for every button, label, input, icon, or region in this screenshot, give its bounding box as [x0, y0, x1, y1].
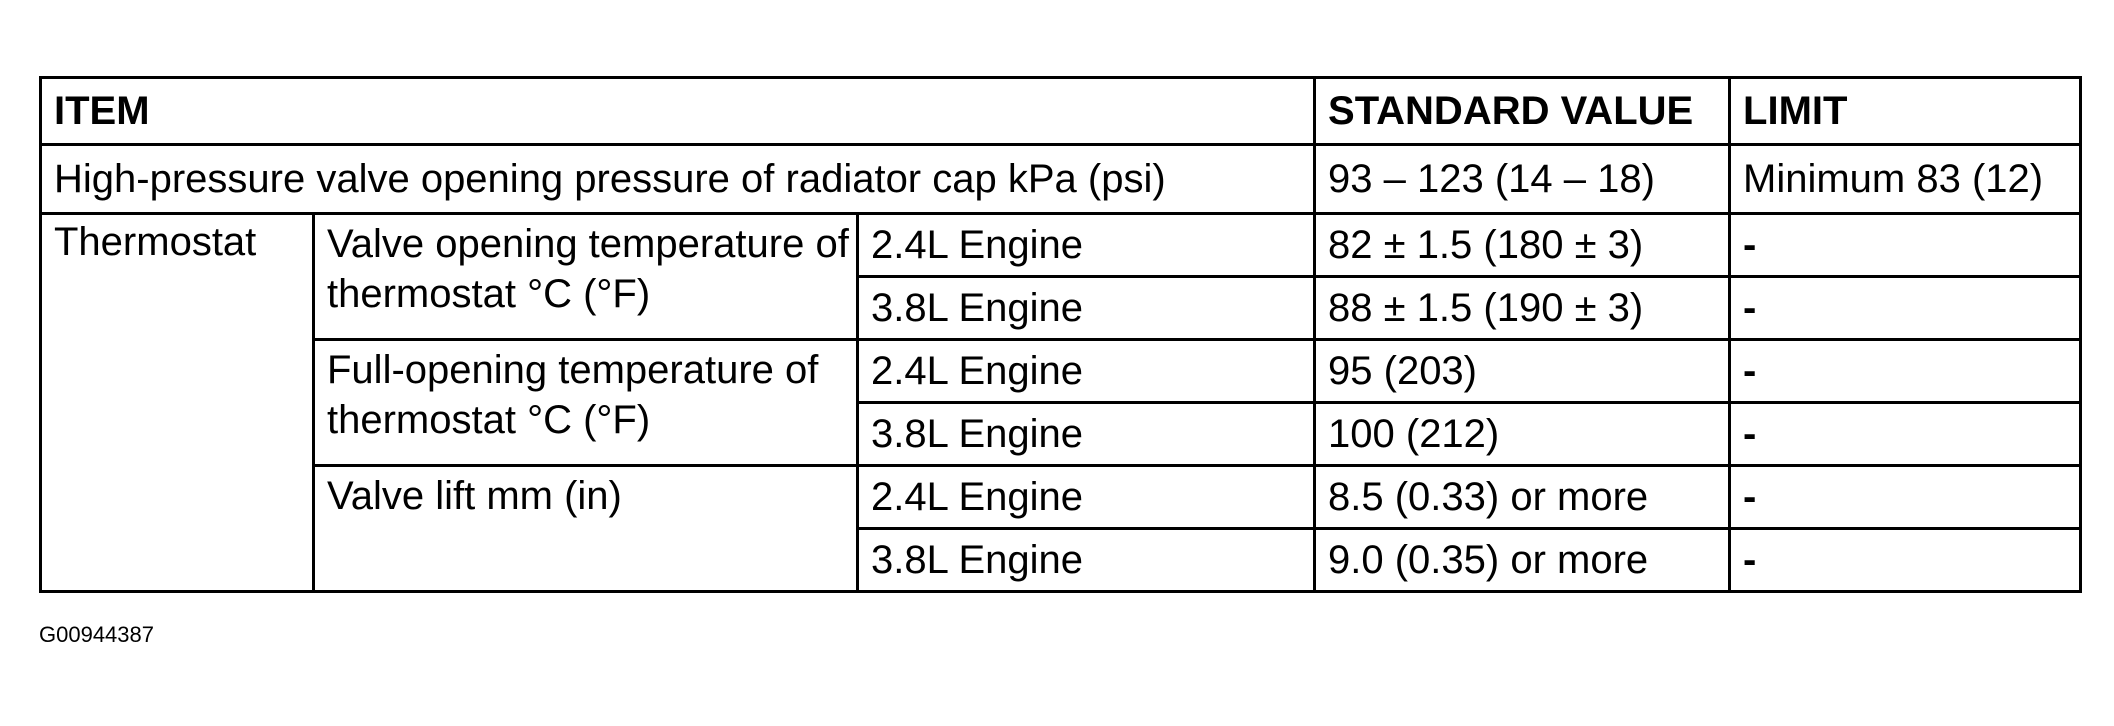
header-limit: LIMIT: [1730, 78, 2081, 145]
standard-value-cell: 8.5 (0.33) or more: [1315, 466, 1730, 529]
limit-cell: -: [1730, 277, 2081, 340]
table-row: [41, 145, 2081, 214]
standard-value-cell: 9.0 (0.35) or more: [1315, 529, 1730, 592]
engine-cell: 2.4L Engine: [858, 466, 1315, 529]
thermostat-label: Thermostat: [41, 214, 314, 592]
header-row: [41, 78, 2081, 145]
specifications-table: [39, 76, 2082, 593]
header-item: ITEM: [41, 78, 1315, 145]
standard-value-cell: 100 (212): [1315, 403, 1730, 466]
valve-opening-temp-label: Valve opening temperature of thermostat °C (°F): [314, 214, 858, 340]
table-row: [41, 340, 2081, 403]
limit-cell: -: [1730, 403, 2081, 466]
standard-value-cell: 95 (203): [1315, 340, 1730, 403]
radiator-cap-item: High-pressure valve opening pressure of radiator cap kPa (psi): [41, 145, 1315, 214]
figure-id: G00944387: [39, 622, 154, 647]
limit-cell: -: [1730, 214, 2081, 277]
valve-lift-label: Valve lift mm (in): [314, 466, 858, 592]
full-opening-temp-label: Full-opening temperature of thermostat °C (°F): [314, 340, 858, 466]
limit-cell: -: [1730, 340, 2081, 403]
radiator-cap-limit: Minimum 83 (12): [1730, 145, 2081, 214]
engine-cell: 2.4L Engine: [858, 214, 1315, 277]
table-row: [41, 466, 2081, 529]
radiator-cap-standard-value: 93 – 123 (14 – 18): [1315, 145, 1730, 214]
engine-cell: 3.8L Engine: [858, 529, 1315, 592]
limit-cell: -: [1730, 466, 2081, 529]
standard-value-cell: 88 ± 1.5 (190 ± 3): [1315, 277, 1730, 340]
limit-cell: -: [1730, 529, 2081, 592]
engine-cell: 2.4L Engine: [858, 340, 1315, 403]
standard-value-cell: 82 ± 1.5 (180 ± 3): [1315, 214, 1730, 277]
header-standard-value: STANDARD VALUE: [1315, 78, 1730, 145]
engine-cell: 3.8L Engine: [858, 403, 1315, 466]
engine-cell: 3.8L Engine: [858, 277, 1315, 340]
table-row: [41, 214, 2081, 277]
